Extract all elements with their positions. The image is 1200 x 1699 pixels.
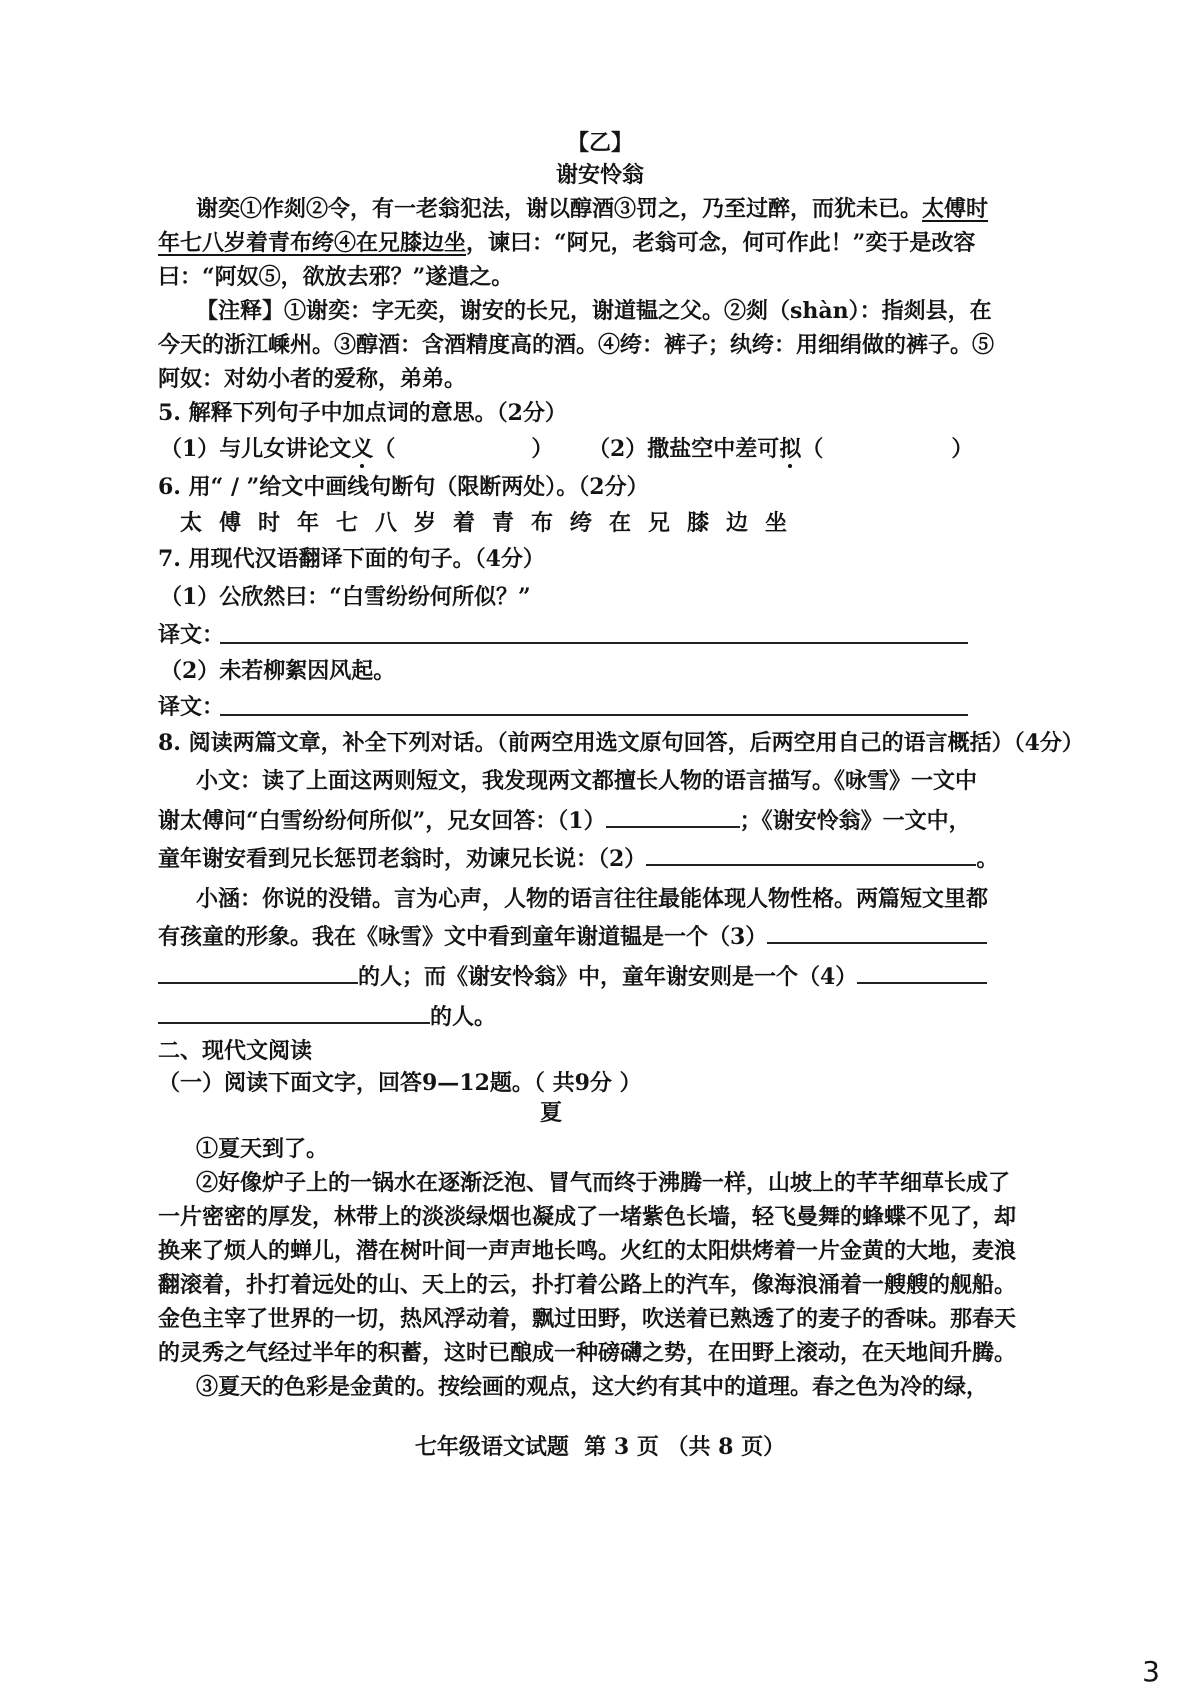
question-6-sentence: 太傅时年七八岁着青布绔在兄膝边坐 [180,510,805,536]
dialogue-line: 小涵：你说的没错。言为心声，人物的语言往往最能体现人物性格。两篇短文里都 [196,886,989,912]
passage-title: 谢安怜翁 [555,162,644,188]
dialogue-line: 的人。 [158,1002,496,1032]
question-6-stem: 6. 用“ / ”给文中画线句断句（限断两处）。（2分） [158,474,649,500]
dialogue-line: 的人；而《谢安怜翁》中，童年谢安则是一个（4） [158,962,987,992]
article-line: 金色主宰了世界的一切，热风浮动着，飘过田野，吹送着已熟透了的麦子的香味。那春天 [158,1306,1017,1332]
answer-blank-4[interactable] [857,962,987,984]
question-7-stem: 7. 用现代汉语翻译下面的句子。（4分） [158,546,545,572]
dialogue-line: 谢太傅问“白雪纷纷何所似”，兄女回答：（1） ；《谢安怜翁》一文中， [158,808,971,834]
dotted-char: 拟 [779,436,802,462]
question-7-sentence-2: （2）未若柳絮因风起。 [160,658,396,684]
passage-line: 曰：“阿奴⑤，欲放去邪？”遂遣之。 [158,264,514,290]
notes-line: 【注释】①谢奕：字无奕，谢安的长兄，谢道韫之父。②剡（shàn）：指剡县，在 [196,298,992,324]
answer-blank-3-continued[interactable] [158,962,358,984]
translation-label: 译文： [158,622,225,648]
dialogue-line: 有孩童的形象。我在《咏雪》文中看到童年谢道韫是一个（3） [158,922,987,952]
part-2-instruction: （一）阅读下面文字，回答9—12题。（ 共9分 ） [158,1070,642,1096]
question-5-stem: 5. 解释下列句子中加点词的意思。（2分） [158,400,567,426]
article-paragraph-1: ①夏天到了。 [196,1136,329,1162]
underlined-sentence: 年七八岁着青布绔④在兄膝边坐 [158,230,467,256]
question-5-part-2: （2）撒盐空中差可拟（ ） [588,436,974,462]
article-line: 的灵秀之气经过半年的积蓄，这时已酿成一种磅礴之势，在田野上滚动，在天地间升腾。 [158,1340,1017,1366]
article-line: 一片密密的厚发，林带上的淡淡绿烟也凝成了一堵紫色长墙，轻飞曼舞的蜂蝶不见了，却 [158,1204,1017,1230]
section-heading: 【乙】 [566,130,633,156]
question-5-part-1: （1）与儿女讲论文义（ ） [160,436,554,462]
answer-blank-1[interactable] [606,806,740,828]
page-footer: 七年级语文试题 第 3 页 （共 8 页） [414,1434,786,1460]
translation-answer-line[interactable] [220,642,968,644]
article-title: 夏 [540,1100,563,1126]
answer-blank-3[interactable] [767,922,987,944]
article-line: 翻滚着，扑打着远处的山、天上的云，扑打着公路上的汽车，像海浪涌着一艘艘的舰船。 [158,1272,1017,1298]
article-line: 换来了烦人的蝉儿，潜在树叶间一声声地长鸣。火红的太阳烘烤着一片金黄的大地，麦浪 [158,1238,1017,1264]
dialogue-line: 童年谢安看到兄长惩罚老翁时，劝谏兄长说：（2） 。 [158,846,999,872]
question-7-sentence-1: （1）公欣然曰：“白雪纷纷何所似？” [160,584,531,610]
answer-blank-2[interactable] [646,844,976,866]
notes-line: 阿奴：对幼小者的爱称，弟弟。 [158,366,467,392]
dialogue-line: 小文：读了上面这两则短文，我发现两文都擅长人物的语言描写。《咏雪》一文中 [196,768,978,794]
passage-line: 年七八岁着青布绔④在兄膝边坐，谏曰：“阿兄，老翁可念，何可作此！”奕于是改容 [158,230,976,256]
part-2-heading: 二、现代文阅读 [158,1038,313,1064]
notes-line: 今天的浙江嵊州。③醇酒：含酒精度高的酒。④绔：裤子；纨绔：用细绢做的裤子。⑤ [158,332,995,358]
translation-label: 译文： [158,694,225,720]
article-line: ③夏天的色彩是金黄的。按绘画的观点，这大约有其中的道理。春之色为冷的绿， [196,1374,989,1400]
dotted-char: 义 [351,436,374,462]
page-number: 3 [1142,1655,1160,1688]
underlined-sentence: 太傅时 [922,196,989,222]
question-8-stem: 8. 阅读两篇文章，补全下列对话。（前两空用选文原句回答，后两空用自己的语言概括）（4分） [158,730,1084,756]
passage-line: 谢奕①作剡②令，有一老翁犯法，谢以醇酒③罚之，乃至过醉，而犹未已。太傅时 [196,196,989,222]
answer-blank-4-continued[interactable] [158,1002,430,1024]
article-line: ②好像炉子上的一锅水在逐渐泛泡、冒气而终于沸腾一样，山坡上的芊芊细草长成了 [196,1170,1011,1196]
translation-answer-line[interactable] [220,714,968,716]
